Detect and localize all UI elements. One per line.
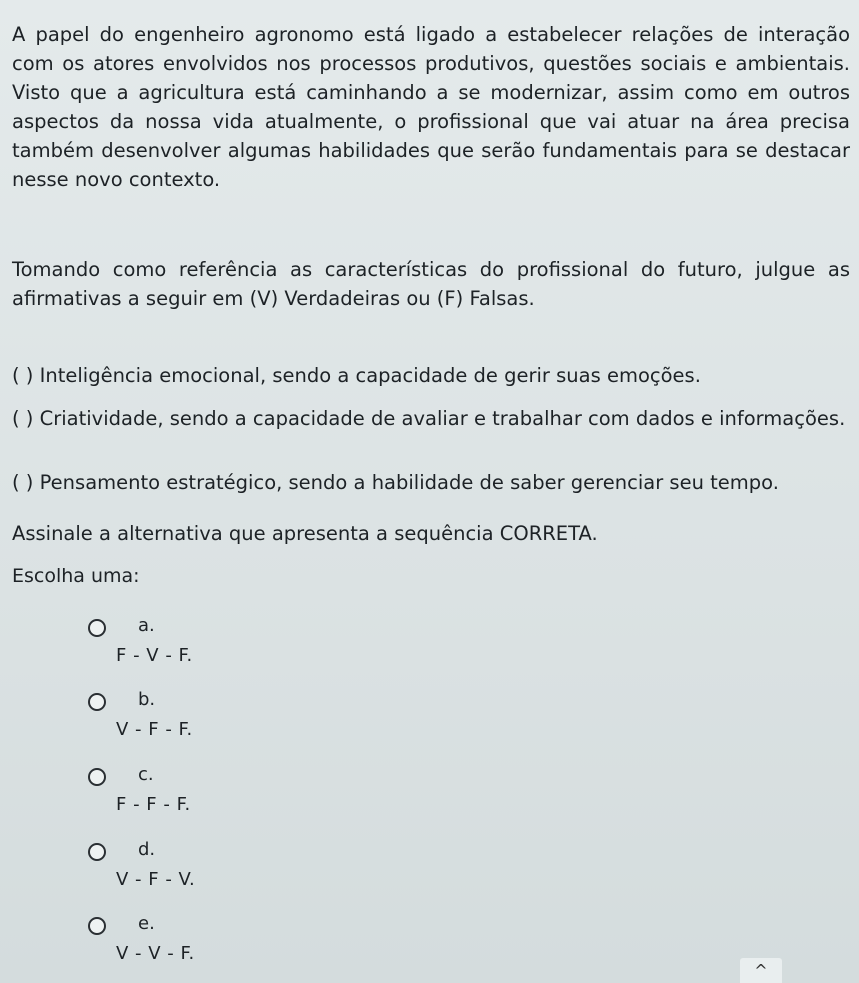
radio-button-d[interactable] [88,843,106,861]
statement-1: ( ) Inteligência emocional, sendo a capacidade de gerir suas emoções. [12,364,701,387]
scroll-to-top-button[interactable] [740,958,782,983]
radio-button-e[interactable] [88,917,106,935]
option-e[interactable] [88,910,388,976]
statement-2: ( ) Criatividade, sendo a capacidade de avaliar e trabalhar com dados e informações. [12,407,846,430]
statement-3: ( ) Pensamento estratégico, sendo a habilidade de saber gerenciar seu tempo. [12,471,779,494]
option-text: V - F - F. [116,719,193,740]
chevron-up-icon: ^ [754,961,768,980]
option-letter: d. [138,839,156,860]
choose-label: Escolha uma: [12,565,140,587]
radio-button-c[interactable] [88,768,106,786]
option-text: V - F - V. [116,869,196,890]
option-letter: e. [138,913,155,934]
radio-button-a[interactable] [88,619,106,637]
option-b[interactable] [88,686,388,752]
question-context: A papel do engenheiro agronomo está ligado a estabelecer relações de interação com os atores envolvidos nos processos produtivos, questões sociais e ambientais. Visto que a agricultura está caminhando a se modernizar, assim como em outros aspectos da nossa vida atualmente, o profissional que vai atuar na área precisa também desenvolver algumas habilidades que serão fundamentais para se destacar nesse novo contexto. [12,23,850,191]
option-c[interactable] [88,761,388,827]
option-a[interactable] [88,612,388,678]
option-letter: b. [138,689,156,710]
option-letter: c. [138,764,154,785]
question-instruction: Assinale a alternativa que apresenta a sequência CORRETA. [12,522,598,545]
radio-button-b[interactable] [88,693,106,711]
option-text: V - V - F. [116,943,195,964]
option-letter: a. [138,615,155,636]
question-prompt: Tomando como referência as características do profissional do futuro, julgue as afirmativas a seguir em (V) Verdadeiras ou (F) Falsas. [12,258,850,310]
option-text: F - V - F. [116,645,193,666]
option-d[interactable] [88,836,388,902]
option-text: F - F - F. [116,794,191,815]
